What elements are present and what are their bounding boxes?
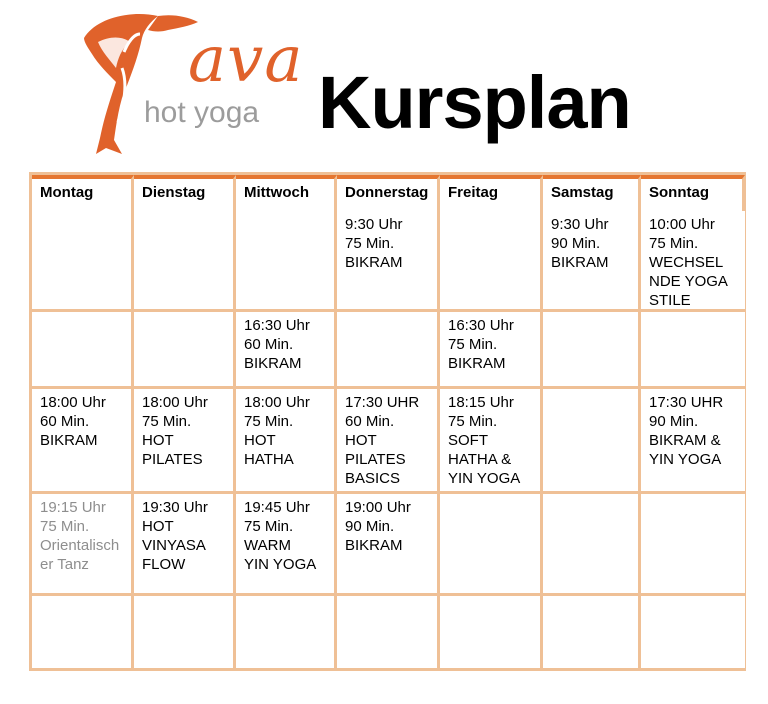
class-info-line: YIN YOGA [448, 470, 521, 487]
schedule-cell [134, 494, 236, 596]
schedule-cell [641, 389, 745, 494]
class-info-line: 19:15 Uhr [40, 499, 106, 516]
class-info-line: STILE [649, 292, 691, 309]
schedule-cell [543, 312, 641, 389]
schedule-cell [236, 389, 337, 494]
class-info-line: SOFT [448, 432, 488, 449]
schedule-cell [32, 312, 134, 389]
class-info-line: PILATES [345, 451, 406, 468]
class-info-line: HOT [244, 432, 276, 449]
day-header: Mittwoch [236, 175, 337, 211]
class-info-line: BASICS [345, 470, 401, 487]
class-info-line: 60 Min. [244, 336, 294, 353]
schedule-cell [440, 312, 543, 389]
schedule-cell [134, 596, 236, 671]
class-info-line: 9:30 Uhr [551, 216, 609, 233]
class-info-line: WECHSEL [649, 254, 724, 271]
class-info-line: 60 Min. [345, 413, 395, 430]
class-info-line: YIN YOGA [244, 556, 317, 573]
class-info-line: HOT [142, 432, 174, 449]
class-info-line: 18:00 Uhr [40, 394, 106, 411]
schedule-cell [440, 389, 543, 494]
class-info-line: 16:30 Uhr [244, 317, 310, 334]
schedule-cell [543, 494, 641, 596]
class-info-line: 10:00 Uhr [649, 216, 715, 233]
schedule-cell [32, 596, 134, 671]
class-info-line: FLOW [142, 556, 186, 573]
schedule-cell [641, 312, 745, 389]
class-info-line: NDE YOGA [649, 273, 728, 290]
class-info-line: 19:00 Uhr [345, 499, 411, 516]
schedule-cell [641, 211, 745, 312]
schedule-cell [32, 211, 134, 312]
class-info-line: 75 Min. [244, 413, 294, 430]
schedule-cell [134, 389, 236, 494]
schedule-cell [32, 389, 134, 494]
schedule-cell [337, 596, 440, 671]
class-info-line: 75 Min. [345, 235, 395, 252]
schedule-cell [440, 596, 543, 671]
class-info-line: 18:15 Uhr [448, 394, 514, 411]
class-info-line: 90 Min. [345, 518, 395, 535]
class-info-line: 18:00 Uhr [244, 394, 310, 411]
class-info-line: 9:30 Uhr [345, 216, 403, 233]
schedule-cell [641, 494, 745, 596]
class-info-line: 90 Min. [649, 413, 699, 430]
class-info-line: 17:30 UHR [649, 394, 724, 411]
class-info-line: 75 Min. [244, 518, 294, 535]
logo [78, 8, 304, 158]
class-info-line: 60 Min. [40, 413, 90, 430]
class-info-line: 75 Min. [142, 413, 192, 430]
class-info-line: HATHA & [448, 451, 512, 468]
class-info-line: YIN YOGA [649, 451, 722, 468]
class-info-line: 17:30 UHR [345, 394, 420, 411]
class-info-line: HATHA [244, 451, 294, 468]
class-info-line: BIKRAM [345, 537, 403, 554]
class-info-line: 19:30 Uhr [142, 499, 208, 516]
schedule-cell [337, 211, 440, 312]
logo-wordmark: ava [188, 23, 304, 97]
class-info-line: er Tanz [40, 556, 89, 573]
schedule-cell [440, 494, 543, 596]
schedule-cell [440, 211, 543, 312]
class-info-line: BIKRAM [551, 254, 609, 271]
day-header: Dienstag [134, 175, 236, 211]
class-info-line: 19:45 Uhr [244, 499, 310, 516]
class-info-line: 18:00 Uhr [142, 394, 208, 411]
page-title: Kursplan [318, 61, 631, 144]
schedule-cell [641, 596, 745, 671]
logo-subtitle: hot yoga [144, 96, 260, 129]
class-info-line: PILATES [142, 451, 203, 468]
day-header: Freitag [440, 175, 543, 211]
schedule-cell [134, 312, 236, 389]
schedule-table [29, 172, 746, 671]
schedule-cell [236, 211, 337, 312]
schedule-cell [337, 494, 440, 596]
schedule-cell [236, 596, 337, 671]
day-header: Donnerstag [337, 175, 440, 211]
schedule-cell [543, 596, 641, 671]
schedule-cell [337, 389, 440, 494]
day-header: Sonntag [641, 175, 745, 211]
class-info-line: WARM [244, 537, 291, 554]
class-info-line: 75 Min. [448, 413, 498, 430]
schedule-cell [236, 312, 337, 389]
class-info-line: BIKRAM [448, 355, 506, 372]
class-info-line: 75 Min. [448, 336, 498, 353]
class-info-line: BIKRAM [40, 432, 98, 449]
schedule-cell [543, 389, 641, 494]
schedule-cell [134, 211, 236, 312]
schedule-cell [236, 494, 337, 596]
day-header: Samstag [543, 175, 641, 211]
class-info-line: HOT [345, 432, 377, 449]
class-info-line: BIKRAM [244, 355, 302, 372]
class-info-line: 90 Min. [551, 235, 601, 252]
schedule-cell [543, 211, 641, 312]
class-info-line: 75 Min. [40, 518, 90, 535]
class-info-line: Orientalisch [40, 537, 120, 554]
class-info-line: HOT [142, 518, 174, 535]
class-info-line: VINYASA [142, 537, 206, 554]
day-header: Montag [32, 175, 134, 211]
schedule-cell [32, 494, 134, 596]
class-info-line: BIKRAM [345, 254, 403, 271]
class-info-line: BIKRAM & [649, 432, 721, 449]
class-info-line: 75 Min. [649, 235, 699, 252]
class-info-line: 16:30 Uhr [448, 317, 514, 334]
schedule-cell [337, 312, 440, 389]
